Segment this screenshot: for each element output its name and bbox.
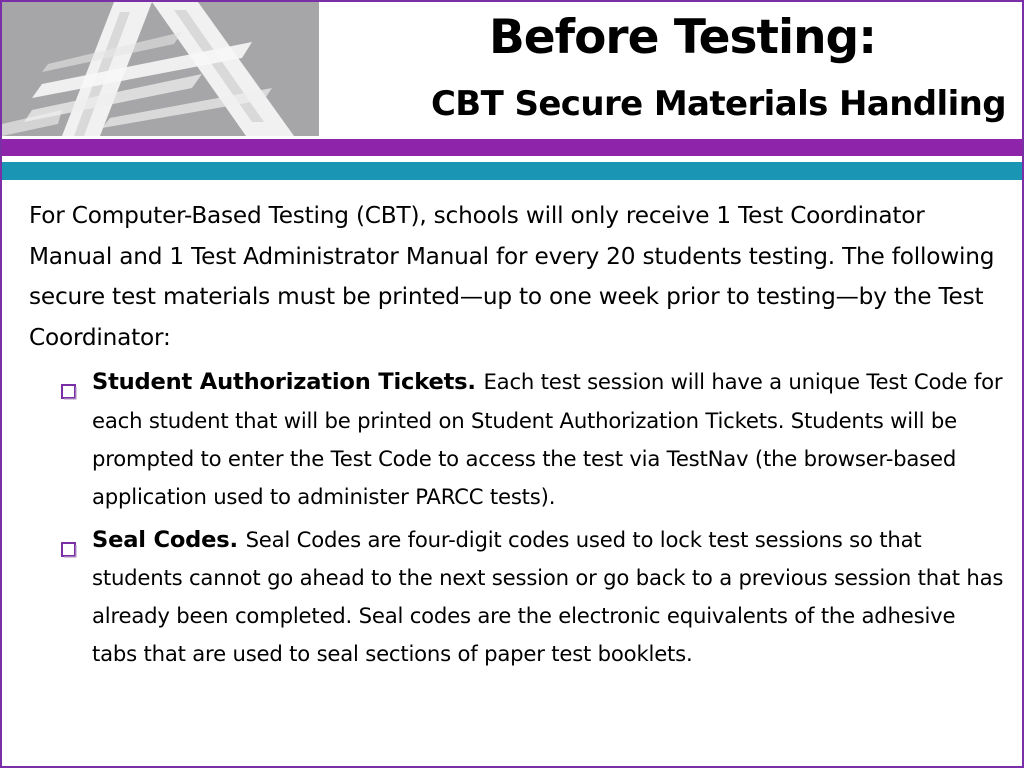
bullet-text: Seal Codes are four-digit codes used to lock test sessions so that students cannot go ahead to the next session or go back to a previous session that has already been completed. Seal codes are the electronic equivalents of the adhesive tabs that are used to seal sections of paper test booklets. — [92, 526, 1004, 666]
slide-content — [29, 196, 1004, 678]
bullet-text: Each test session will have a unique Test Code for each student that will be printed on Student Authorization Tickets. Students will be prompted to enter the Test Code to access the test via TestNav (the browser-based application used to administer PARCC tests). — [92, 369, 1003, 509]
list-item — [29, 363, 1004, 515]
purple-header-bar — [2, 139, 1022, 156]
list-item — [29, 521, 1004, 673]
letter-a-brush-logo-icon — [2, 2, 319, 136]
bullet-heading: Student Authorization Tickets. — [92, 369, 484, 396]
intro-paragraph: For Computer-Based Testing (CBT), schools will only receive 1 Test Coordinator Manual and 1 Test Administrator Manual for every 20 students testing. The following secure test materials must be printed—up to one week prior to testing—by the Test Coordinator: — [29, 202, 995, 351]
bullet-list — [29, 363, 1004, 672]
page-subtitle: CBT Secure Materials Handling — [430, 84, 1006, 124]
hollow-square-bullet-icon — [61, 374, 77, 390]
bullet-heading: Seal Codes. — [92, 526, 246, 553]
hollow-square-bullet-icon — [61, 532, 77, 548]
page-title: Before Testing: — [488, 10, 876, 65]
teal-header-bar — [2, 162, 1022, 180]
title-area — [332, 2, 1022, 136]
